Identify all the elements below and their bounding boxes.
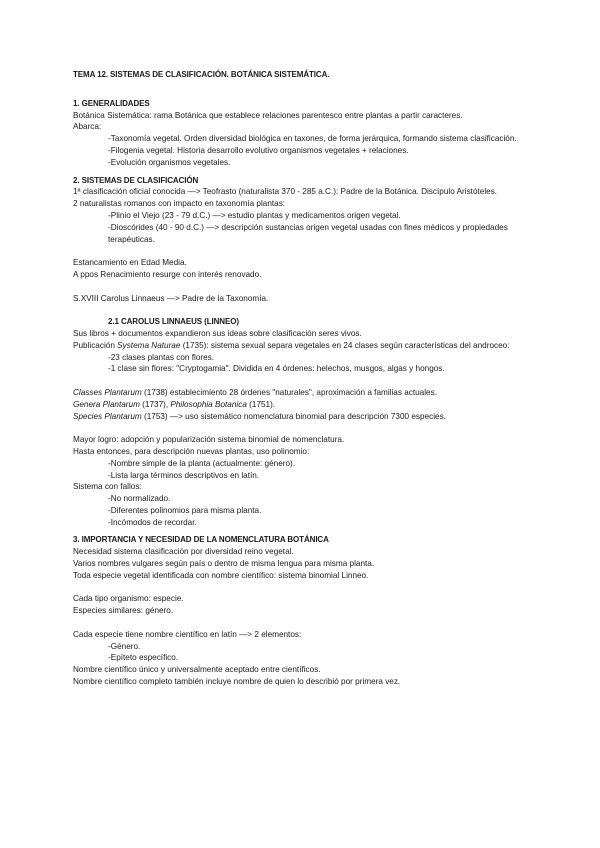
document-content (73, 69, 525, 688)
list-item: -23 clases plantas con flores. (108, 352, 215, 362)
paragraph: Toda especie vegetal identificada con nombre científico: sistema binomial Linneo. (73, 570, 369, 580)
paragraph: Varios nombres vulgares según país o dentro de misma lengua para misma planta. (73, 559, 375, 569)
paragraph: 2 naturalistas romanos con impacto en taxonomía plantas: (73, 199, 286, 209)
list-item: -1 clase sin flores: "Cryptogamia". Dividida en 4 órdenes: helechos, musgos, algas y hongos. (108, 364, 445, 374)
paragraph: Sus libros + documentos expandieron sus ideas sobre clasificación seres vivos. (73, 328, 362, 338)
paragraph: Hasta entonces, para descripción nuevas plantas, uso polinomio: (73, 446, 310, 456)
list-item: -Nombre simple de la planta (actualmente: género). (108, 458, 296, 468)
list-item: -Evolución organismos vegetales. (108, 157, 231, 167)
list-item: -Plinio el Viejo (23 - 79 d.C.) —> estudio plantas y medicamentos origen vegetal. (108, 210, 401, 220)
list-item: -Filogenia vegetal. Historia desarrollo evolutivo organismos vegetales + relaciones. (108, 145, 409, 155)
paragraph: Genera Plantarum (1737), Philosophia Botanica (1751). (73, 399, 276, 409)
paragraph: Estancamiento en Edad Media. (73, 258, 187, 268)
paragraph: Botánica Sistemática: rama Botánica que establece relaciones parentesco entre plantas a partir caracteres. (73, 110, 463, 120)
list-item: -No normalizado. (108, 494, 171, 504)
paragraph: Mayor logro: adopción y popularización sistema binomial de nomenclatura. (73, 435, 345, 445)
list-item: -Epíteto específico. (108, 653, 179, 663)
paragraph: S.XVIII Carolus Linnaeus —> Padre de la Taxonomía. (73, 293, 269, 303)
paragraph: Abarca: (73, 122, 102, 132)
paragraph: Especies similares: género. (73, 606, 174, 616)
paragraph: Species Plantarum (1753) —> uso sistemático nomenclatura binomial para descripción 7300 especies. (73, 411, 446, 421)
list-item: -Diferentes polinomios para misma planta. (108, 505, 262, 515)
paragraph: A ppos Renacimiento resurge con interés renovado. (73, 269, 262, 279)
section-2-heading: 2. SISTEMAS DE CLASIFICACIÓN (73, 175, 199, 185)
section-1-heading: 1. GENERALIDADES (73, 98, 150, 108)
section-3-heading: 3. IMPORTANCIA Y NECESIDAD DE LA NOMENCLATURA BOTÁNICA (73, 535, 329, 545)
list-item: -Dioscórides (40 - 90 d.C.) —> descripción sustancias origen vegetal usadas con fines médicos y propiedades terapéuticas. (108, 222, 508, 244)
paragraph: Nombre científico completo también incluye nombre de quien lo describió por primera vez. (73, 677, 401, 687)
paragraph: Cada especie tiene nombre científico en latín —> 2 elementos: (73, 629, 302, 639)
section-2-1-heading: 2.1 CAROLUS LINNAEUS (LINNEO) (108, 317, 239, 327)
paragraph: Nombre científico único y universalmente aceptado entre científicos. (73, 665, 321, 675)
paragraph: Cada tipo organismo: especie. (73, 594, 184, 604)
document-title: TEMA 12. SISTEMAS DE CLASIFICACIÓN. BOTÁNICA SISTEMÁTICA. (73, 70, 330, 79)
list-item: -Taxonomía vegetal. Orden diversidad biológica en taxones, de forma jerárquica, formando sistema clasificación. (108, 134, 517, 144)
paragraph: Publicación Systema Naturae (1735): sistema sexual separa vegetales en 24 clases según características del androceo: (73, 340, 510, 350)
paragraph: 1ª clasificación oficial conocida —> Teofrasto (naturalista 370 - 285 a.C.): Padre de la Botánica. Discípulo Aristóteles. (73, 187, 498, 197)
list-item: -Lista larga términos descriptivos en latín. (108, 470, 260, 480)
list-item: -Género. (108, 641, 141, 651)
paragraph: Necesidad sistema clasificación por diversidad reino vegetal. (73, 547, 294, 557)
list-item: -Incómodos de recordar. (108, 517, 197, 527)
paragraph: Classes Plantarum (1738) establecimiento 28 órdenes "naturales", aproximación a familias actuales. (73, 387, 437, 397)
paragraph: Sistema con fallos: (73, 482, 142, 492)
